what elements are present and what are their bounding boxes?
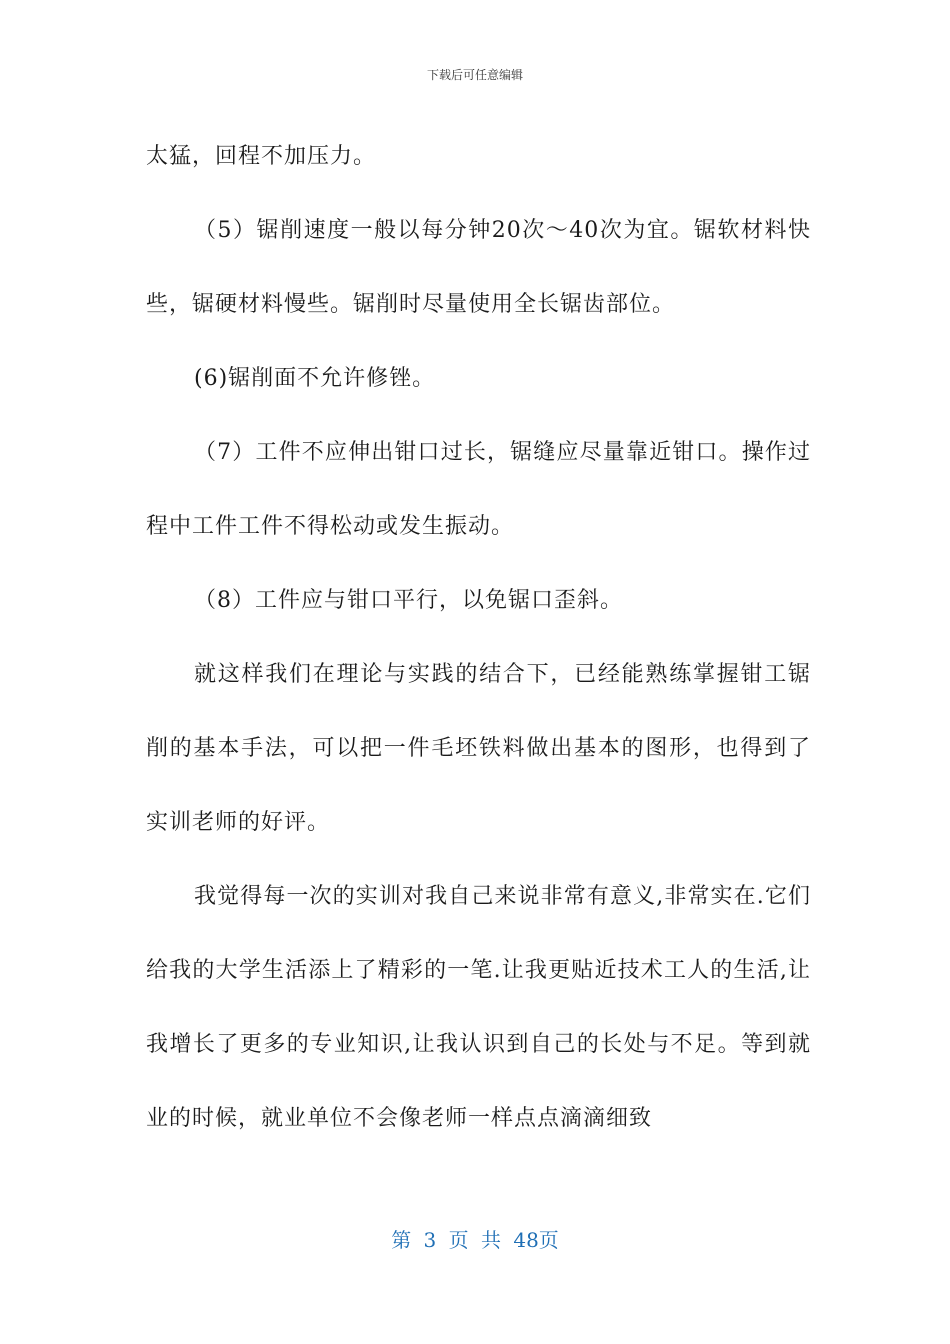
paragraph: （8）工件应与钳口平行，以免锯口歪斜。 [194, 588, 623, 613]
paragraph: 我觉得每一次的实训对我自己来说非常有意义,非常实在.它们给我的大学生活添上了精彩的一笔.让我更贴近技术工人的生活,让我增长了更多的专业知识,让我认识到自己的长处与不足。等到就业的时候，就业单位不会像老师一样点点滴滴细致 [146, 884, 811, 1131]
page-header: 下载后可任意编辑 [426, 68, 523, 82]
paragraph: （7）工件不应伸出钳口过长，锯缝应尽量靠近钳口。操作过程中工件工件不得松动或发生振动。 [146, 440, 811, 539]
paragraph: 太猛，回程不加压力。 [146, 144, 377, 169]
paragraph: (6)锯削面不允许修锉。 [194, 366, 436, 391]
paragraph: （5）锯削速度一般以每分钟20次～40次为宜。锯软材料快些，锯硬材料慢些。锯削时尽量使用全长锯齿部位。 [146, 218, 811, 317]
paragraph: 就这样我们在理论与实践的结合下，已经能熟练掌握钳工锯削的基本手法，可以把一件毛坯铁料做出基本的图形，也得到了实训老师的好评。 [146, 662, 811, 835]
page-footer: 第 3 页 共 48页 [391, 1228, 559, 1252]
document-body [146, 120, 811, 1156]
